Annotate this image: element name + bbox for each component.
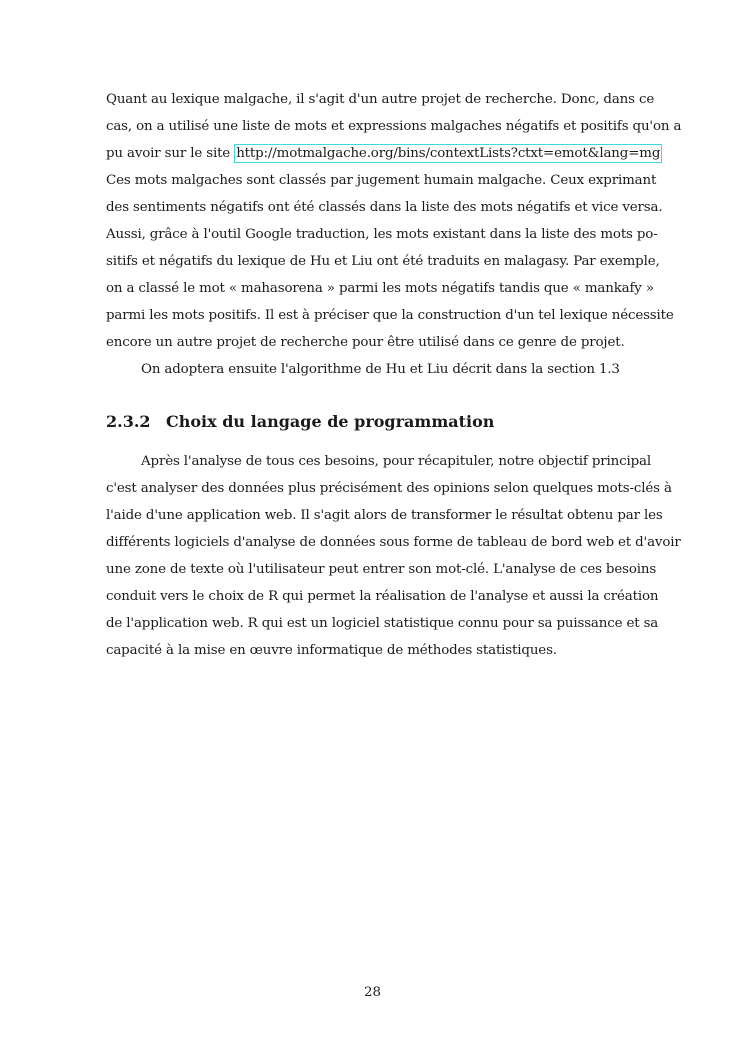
paragraph-line: cas, on a utilisé une liste de mots et expressions malgaches négatifs et positifs qu'on a — [106, 119, 682, 134]
motmalgache-link[interactable]: http://motmalgache.org/bins/contextLists?ctxt=emot&lang=mg — [236, 146, 661, 161]
paragraph-line: Aussi, grâce à l'outil Google traduction, les mots existant dans la liste des mots po- — [106, 227, 658, 242]
section-number: 2.3.2 — [106, 412, 151, 431]
page-number: 28 — [363, 985, 382, 1000]
paragraph-line: capacité à la mise en œuvre informatique de méthodes statistiques. — [106, 643, 557, 658]
paragraph-line: Ces mots malgaches sont classés par jugement humain malgache. Ceux exprimant — [106, 173, 657, 188]
paragraph-line: Après l'analyse de tous ces besoins, pour récapituler, notre objectif principal — [141, 454, 651, 469]
section-heading — [106, 409, 494, 435]
paragraph-line: on a classé le mot « mahasorena » parmi les mots négatifs tandis que « mankafy » — [106, 281, 654, 296]
paragraph-line: des sentiments négatifs ont été classés dans la liste des mots négatifs et vice versa. — [106, 200, 663, 215]
paragraph-line: une zone de texte où l'utilisateur peut entrer son mot-clé. L'analyse de ces besoins — [106, 562, 657, 577]
paragraph-line-with-link — [106, 140, 661, 167]
paragraph-line: c'est analyser des données plus précisément des opinions selon quelques mots-clés à — [106, 481, 672, 496]
paragraph-line: conduit vers le choix de R qui permet la réalisation de l'analyse et aussi la création — [106, 589, 659, 604]
paragraph-line: différents logiciels d'analyse de données sous forme de tableau de bord web et d'avoir — [106, 535, 681, 550]
paragraph-line: l'aide d'une application web. Il s'agit alors de transformer le résultat obtenu par les — [106, 508, 663, 523]
paragraph-line: encore un autre projet de recherche pour être utilisé dans ce genre de projet. — [106, 335, 625, 350]
paragraph-algorithm-line: On adoptera ensuite l'algorithme de Hu et Liu décrit dans la section 1.3 — [141, 362, 620, 377]
paragraph-line: Quant au lexique malgache, il s'agit d'un autre projet de recherche. Donc, dans ce — [106, 92, 655, 107]
paragraph-text: pu avoir sur le site — [106, 146, 231, 161]
paragraph-line: de l'application web. R qui est un logiciel statistique connu pour sa puissance et sa — [106, 616, 659, 631]
paragraph-line: parmi les mots positifs. Il est à préciser que la construction d'un tel lexique nécessite — [106, 308, 674, 323]
section-title: Choix du langage de programmation — [166, 412, 495, 431]
paragraph-line: sitifs et négatifs du lexique de Hu et Liu ont été traduits en malagasy. Par exemple, — [106, 254, 660, 269]
